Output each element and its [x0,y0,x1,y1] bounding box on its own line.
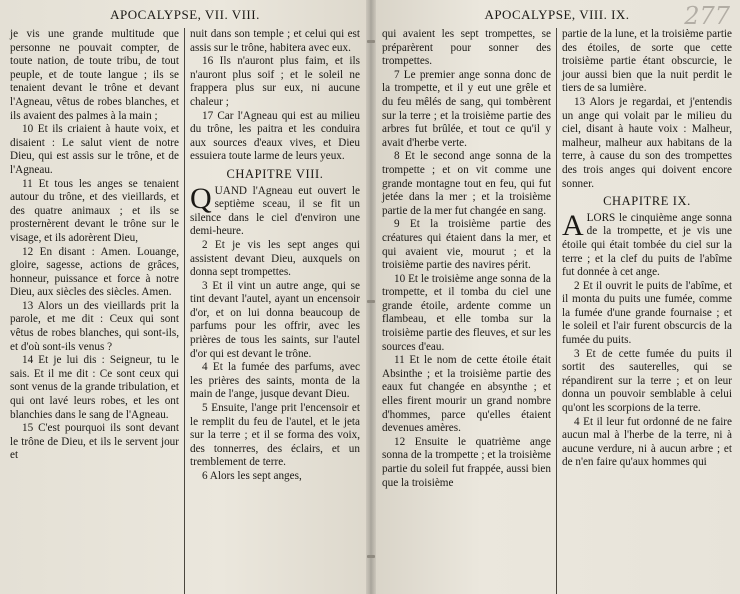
margin-handwritten-mark: 277 [684,2,730,30]
right-page [370,0,740,594]
verse-paragraph: 2 Et il ouvrit le puits de l'abîme, et il monta du puits une fumée, comme la fumée d'une grande fournaise ; et le soleil et l'air furent obscurcis de la fumée du puits. [562,279,732,347]
verse-paragraph: 11 Et tous les anges se tenaient autour du trône, et des vieillards, et des quatre animaux ; et ils se prosternèrent devant le trône sur le visage, et ils adorèrent Dieu, [10,177,179,244]
verse-paragraph: 15 C'est pourquoi ils sont devant le trône de Dieu, et ils le servent jour et [10,422,179,462]
verse-paragraph: 6 Alors les sept anges, [202,470,302,482]
verse-paragraph: 12 En disant : Amen. Louange, gloire, sagesse, actions de grâces, honneur, puissance et force à notre Dieu, aux siècles des siècles. Amen. [10,245,179,299]
right-page-column-2 [557,28,736,594]
binding-stitch [367,40,375,43]
first-paragraph-text: UAND l'Agneau eut ouvert le septième sceau, il se fit un silence dans le ciel d'environ une demi-heure. [190,184,360,238]
verse-paragraph: 9 Et la troisième partie des créatures qui étaient dans la mer, et qui avaient vie, mourut ; et la troisième partie des navires périt. [382,218,551,272]
binding-stitch [367,555,375,558]
binding-stitch [367,300,375,303]
verse-paragraph: 4 Et il leur fut ordonné de ne faire aucun mal à l'herbe de la terre, ni à aucune verdure, ni à aucun arbre ; et de n'en faire qu'aux hommes qui [562,415,732,469]
verse-paragraph: 3 Et il vint un autre ange, qui se tint devant l'autel, ayant un encensoir d'or, et on lui donna beaucoup de parfums pour les offrir, avec les prières de tous les saints, sur l'autel d'or qui est devant le trône. [190,279,360,360]
verse-paragraph: 13 Alors un des vieillards prit la parole, et me dit : Ceux qui sont vêtus de robes blanches, qui sont-ils, et d'où sont-ils venus ? [10,299,179,353]
verse-paragraph: 5 Ensuite, l'ange prit l'encensoir et le remplit du feu de l'autel, et le jeta sur la terre ; et il se forma des voix, des tonnerres, des éclairs, et un tremblement de terre. [190,402,360,469]
chapter-first-paragraph [562,208,732,280]
right-running-header: APOCALYPSE, VIII. IX. [484,7,630,22]
verse-paragraph: 13 Alors je regardai, et j'entendis un ange qui volait par le milieu du ciel, disant à haute voix : Malheur, malheur, malheur aux habitans de la terre, à cause du son des trompettes des trois anges qui doivent encore sonner. [562,95,732,190]
verse-paragraph: 2 Et je vis les sept anges qui assistent devant Dieu, auxquels on donna sept trompettes. [190,238,360,279]
chapter-heading: CHAPITRE VIII. [226,166,324,181]
verse-paragraph: 3 Et de cette fumée du puits il sortit des sauterelles, qui se répandirent sur la terre ; et on leur donna un pouvoir semblable à celui qu'ont les scorpions de la terre. [562,347,732,415]
left-running-header: APOCALYPSE, VII. VIII. [110,7,260,22]
verse-paragraph: 7 Le premier ange sonna donc de la trompette, et il y eut une grêle et du feu mêlés de sang, qui tombèrent sur la terre ; et la troisième partie des arbres fut brûlée, et tout ce qu'il y avait d'herbe verte. [382,68,551,149]
verse-paragraph: 4 Et la fumée des parfums, avec les prières des saints, monta de la main de l'ange, jusque devant Dieu. [190,361,360,401]
left-page-columns [6,28,364,594]
verse-paragraph: 14 Et je lui dis : Seigneur, tu le sais. Et il me dit : Ce sont ceux qui sont venus de la grande tribulation, et qui ont lavé leurs robes, et les ont blanchies dans le sang de l'Agneau. [10,354,179,421]
verse-paragraph: 11 Et le nom de cette étoile était Absinthe ; et la troisième partie des eaux fut changée en absynthe ; et elles firent mourir un grand nombre d'hommes, parce qu'elles étaient devenues amères. [382,354,551,435]
verse-paragraph: 17 Car l'Agneau qui est au milieu du trône, les paitra et les conduira aux sources d'eaux vives, et Dieu essuiera toute larme de leurs yeux. [190,109,360,163]
drop-cap: Q [190,181,212,215]
verse-paragraph: 8 Et le second ange sonna de la trompette ; et on vit comme une grande montagne tout en feu, qui fut jetée dans la mer ; et la troisième partie de la mer fut changée en sang. [382,150,551,217]
left-page-column-2 [185,28,364,594]
verse-paragraph: partie de la lune, et la troisième partie des étoiles, de sorte que cette troisième partie étant obscurcie, le jour aussi bien que la nuit perdit le tiers de sa lumière. [562,28,732,95]
verse-paragraph: nuit dans son temple ; et celui qui est assis sur le trône, habitera avec eux. [190,28,360,54]
chapter-heading: CHAPITRE IX. [603,194,691,209]
verse-paragraph: qui avaient les sept trompettes, se préparèrent pour sonner des trompettes. [382,28,551,68]
verse-paragraph: 12 Ensuite le quatrième ange sonna de la trompette ; et la troisième partie du soleil fut frappée, aussi bien que la troisième [382,435,551,489]
first-paragraph-text: LORS le cinquième ange sonna de la trompette, et je vis une étoile qui était tombée du ciel sur la terre ; et la clef du puits de l'abîme fut donnée à cet ange. [562,211,732,279]
drop-cap: A [562,208,584,242]
chapter-first-paragraph [190,181,360,239]
verse-paragraph: 16 Ils n'auront plus faim, et ils n'auront plus soif ; et le soleil ne frappera plus sur eux, ni aucune chaleur ; [190,55,360,108]
right-page-column-1 [378,28,557,594]
verse-paragraph: 10 Et ils criaient à haute voix, et disaient : Le salut vient de notre Dieu, qui est assis sur le trône, et de l'Agneau. [10,123,179,176]
verse-paragraph: 10 Et le troisième ange sonna de la trompette, et il tomba du ciel une grande étoile, ardente comme un flambeau, et elle tomba sur la troisième partie des fleuves, et sur les sources d'eau. [382,272,551,353]
right-page-columns [378,28,736,594]
verse-paragraph: je vis une grande multitude que personne ne pouvait compter, de toute nation, de toute tribu, de tout peuple, et de toute langue ; ils se tenaient devant le trône et devant l'Agneau, vêtus de robes blanches, et ils avaient des palmes à la main ; [10,28,179,122]
left-page-column-1 [6,28,185,594]
book-gutter [366,0,376,594]
